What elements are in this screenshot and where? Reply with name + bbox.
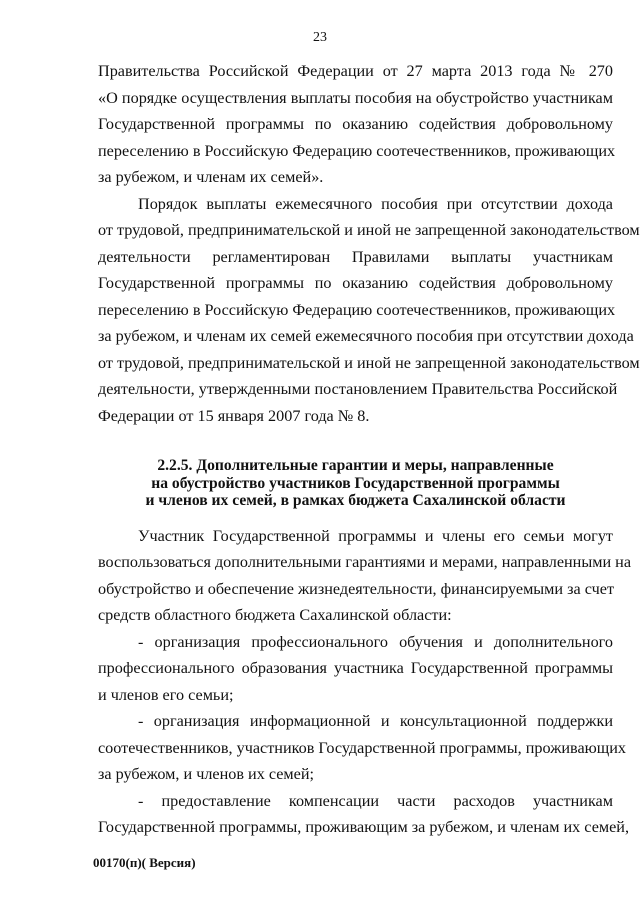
paragraph-3: [98, 523, 632, 629]
document-footer-code: 00170(п)( Версия): [93, 855, 196, 870]
text-line: - организация профессионального обучения и дополнительного: [138, 632, 613, 651]
text-line: за рубежом, и членов их семей;: [98, 765, 315, 783]
section-heading: [98, 457, 613, 510]
text-line: Федерации от 15 января 2007 года № 8.: [98, 406, 370, 425]
document-body: [98, 58, 640, 841]
text-line: средств областного бюджета Сахалинской области:: [98, 606, 452, 624]
text-line: Государственной программы, проживающим за рубежом, и членам их семей,: [98, 818, 630, 836]
text-line: Государственной программы по оказанию содействия добровольному: [98, 274, 613, 292]
text-line: воспользоваться дополнительными гарантиями и мерами, направленными на: [98, 553, 632, 571]
text-line: за рубежом, и членам их семей».: [98, 168, 324, 186]
page-number: 23: [313, 30, 327, 45]
text-line: от трудовой, предпринимательской и иной не запрещенной законодательством: [98, 221, 640, 239]
text-line: переселению в Российскую Федерацию соотечественников, проживающих: [98, 141, 616, 160]
text-line: Правительства Российской Федерации от 27 марта 2013 года № 270: [98, 62, 613, 80]
list-item: [98, 708, 626, 788]
text-line: деятельности, утвержденными постановлением Правительства Российской: [98, 380, 618, 398]
text-line: «О порядке осуществления выплаты пособия на обустройство участникам: [98, 88, 613, 107]
text-line: переселению в Российскую Федерацию соотечественников, проживающих: [98, 300, 616, 319]
text-line: - предоставление компенсации части расходов участникам: [138, 791, 613, 810]
paragraph-2: [98, 191, 640, 430]
text-line: профессионального образования участника Государственной программы: [98, 659, 613, 677]
heading-line: и членов их семей, в рамках бюджета Сахалинской области: [145, 492, 566, 509]
list-item: [98, 788, 630, 841]
text-line: Государственной программы по оказанию содействия добровольному: [98, 115, 613, 133]
text-line: обустройство и обеспечение жизнедеятельности, финансируемыми за счет: [98, 579, 615, 598]
heading-line: 2.2.5. Дополнительные гарантии и меры, направленные: [157, 457, 554, 474]
heading-line: на обустройство участников Государственной программы: [151, 474, 560, 492]
text-line: и членов его семьи;: [98, 685, 234, 704]
paragraph-1: [98, 58, 616, 191]
text-line: соотечественников, участников Государственной программы, проживающих: [98, 738, 626, 757]
text-line: за рубежом, и членам их семей ежемесячного пособия при отсутствии дохода: [98, 327, 634, 345]
text-line: Участник Государственной программы и члены его семьи могут: [138, 526, 613, 545]
text-line: - организация информационной и консультационной поддержки: [138, 712, 613, 730]
text-line: от трудовой, предпринимательской и иной не запрещенной законодательством: [98, 353, 640, 372]
text-line: деятельности регламентирован Правилами выплаты участникам: [98, 247, 613, 266]
list-item: [98, 629, 613, 709]
text-line: Порядок выплаты ежемесячного пособия при отсутствии дохода: [138, 194, 613, 213]
